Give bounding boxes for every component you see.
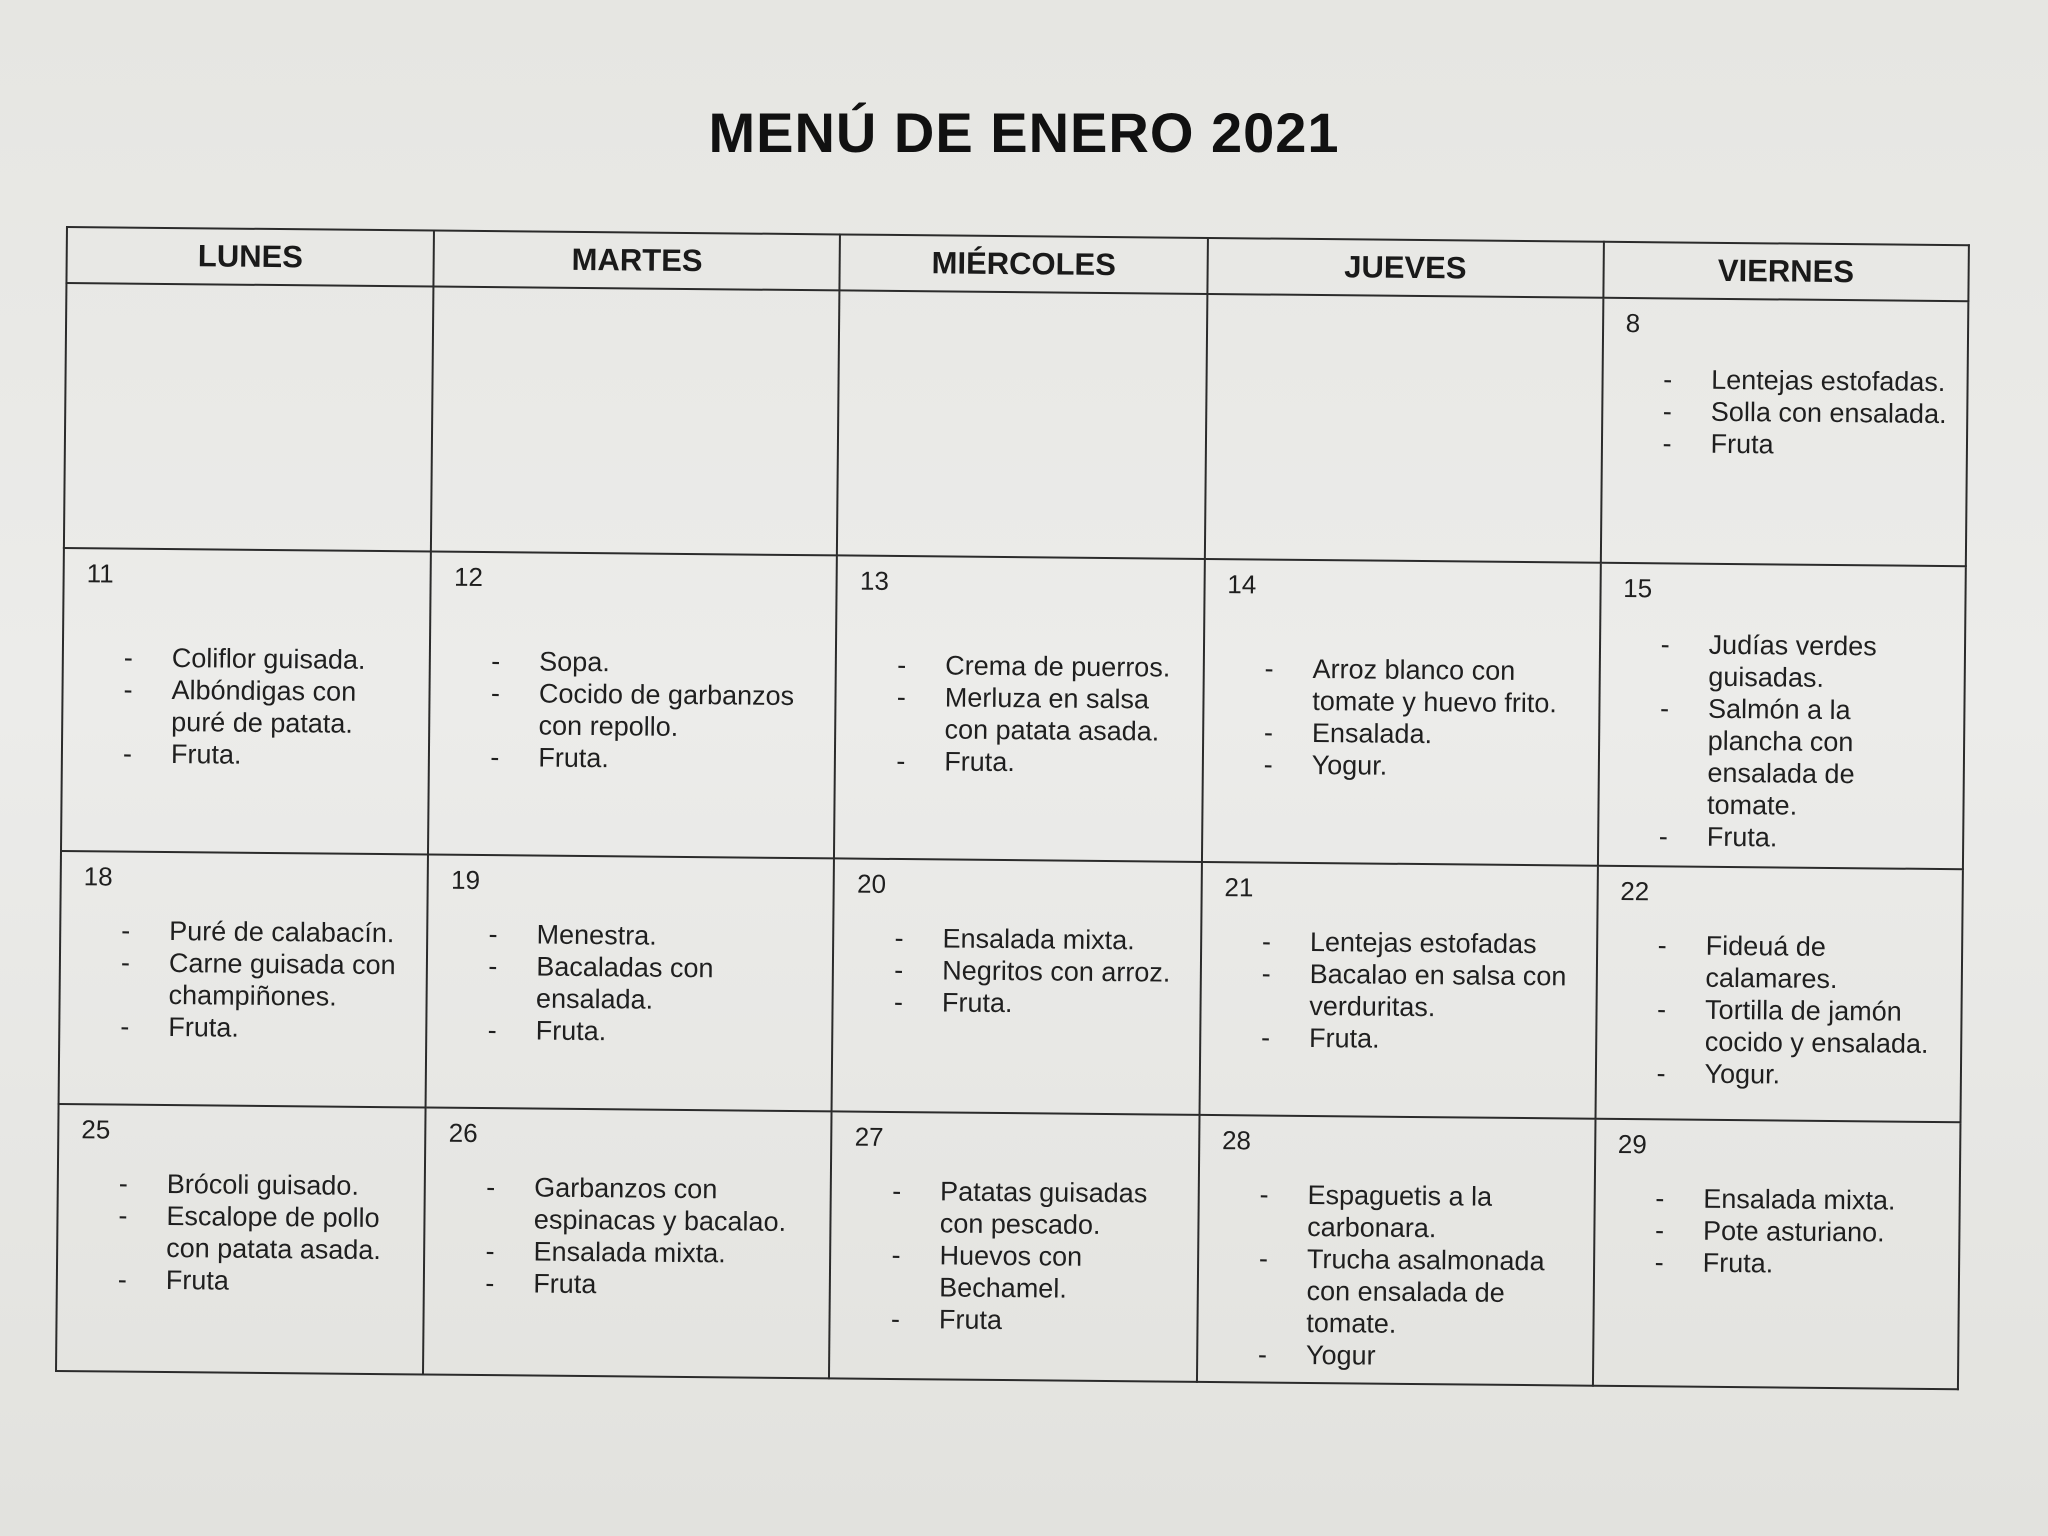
dish-item <box>490 677 821 744</box>
day-cell-thursday <box>1199 862 1597 1119</box>
bullet-dash: - <box>117 1264 128 1295</box>
bullet-dash: - <box>490 742 500 773</box>
day-number: 11 <box>86 558 114 589</box>
day-cell-friday <box>1593 1119 1961 1389</box>
bullet-dash: - <box>896 745 906 777</box>
dish-text: Fruta. <box>1308 1023 1380 1054</box>
bullet-dash: - <box>120 947 131 978</box>
bullet-dash: - <box>1657 994 1667 1025</box>
dish-text: Coliflor guisada. <box>171 642 366 675</box>
dish-item <box>1657 930 1947 997</box>
bullet-dash: - <box>1257 1339 1268 1370</box>
dish-text: Fruta. <box>170 738 242 770</box>
bullet-dash: - <box>121 915 131 946</box>
bullet-dash: - <box>488 951 498 982</box>
weekday-header-friday: VIERNES <box>1603 242 1969 302</box>
day-number: 21 <box>1224 872 1254 903</box>
bullet-dash: - <box>1654 1247 1664 1278</box>
dish-text: Merluza en salsa con patata asada. <box>944 682 1160 747</box>
dish-item <box>897 649 1189 684</box>
bullet-dash: - <box>1660 629 1670 660</box>
dish-text: Sopa. <box>539 646 610 678</box>
bullet-dash: - <box>1654 1215 1665 1246</box>
dish-item <box>891 1239 1183 1306</box>
day-number: 15 <box>1623 572 1653 604</box>
dish-item <box>121 915 413 950</box>
dish-item <box>118 1264 410 1299</box>
bullet-dash: - <box>118 1200 128 1231</box>
dish-item <box>1663 363 1953 398</box>
dish-item <box>894 986 1186 1021</box>
day-cell-tuesday <box>423 1108 832 1379</box>
bullet-dash: - <box>486 1172 496 1203</box>
dish-text: Solla con ensalada. <box>1710 396 1947 430</box>
day-cell-wednesday <box>837 290 1207 558</box>
dish-item <box>894 922 1186 957</box>
dish-item <box>120 1011 412 1046</box>
bullet-dash: - <box>1264 653 1274 684</box>
bullet-dash: - <box>487 1015 497 1046</box>
bullet-dash: - <box>485 1268 495 1299</box>
page-title: MENÚ DE ENERO 2021 <box>708 101 1340 164</box>
dish-text: Fruta. <box>1706 821 1778 853</box>
dish-text: Huevos con Bechamel. <box>939 1240 1083 1304</box>
day-number: 20 <box>856 868 887 900</box>
day-cell-tuesday <box>426 855 834 1112</box>
day-cell-thursday <box>1197 1115 1595 1386</box>
dish-item <box>1655 1182 1945 1217</box>
bullet-dash: - <box>891 1240 901 1271</box>
dish-text: Carne guisada con champiñones. <box>168 948 396 1012</box>
dish-item <box>485 1267 815 1302</box>
day-number: 8 <box>1625 307 1641 339</box>
dish-item <box>1261 958 1581 1025</box>
dish-text: Fruta. <box>168 1012 239 1043</box>
weekday-header-wednesday: MIÉRCOLES <box>840 234 1208 294</box>
bullet-dash: - <box>1655 1183 1665 1214</box>
dish-item <box>123 737 415 772</box>
dish-list <box>901 292 1192 295</box>
dish-item <box>488 950 819 1017</box>
dish-text: Fideuá de calamares. <box>1705 931 1838 995</box>
dish-text: Yogur <box>1305 1340 1376 1371</box>
bullet-dash: - <box>1659 693 1670 724</box>
day-cell-wednesday <box>834 555 1204 862</box>
dish-item <box>488 1014 818 1049</box>
day-number: 18 <box>83 861 113 892</box>
dish-list <box>1656 930 1947 1093</box>
dish-text: Ensalada. <box>1311 717 1433 750</box>
day-cell-friday <box>1600 298 1968 566</box>
dish-list <box>127 285 418 288</box>
dish-text: Fruta <box>533 1268 597 1300</box>
dish-text: Puré de calabacín. <box>169 916 395 949</box>
dish-text: Lentejas estofadas <box>1309 927 1537 960</box>
bullet-dash: - <box>1656 1058 1666 1089</box>
dish-text: Ensalada mixta. <box>1703 1183 1896 1216</box>
day-number: 26 <box>448 1117 478 1149</box>
dish-list <box>118 1168 411 1299</box>
dish-item <box>1258 1243 1579 1342</box>
day-cell-monday <box>61 548 431 855</box>
bullet-dash: - <box>488 919 498 950</box>
bullet-dash: - <box>890 1304 901 1335</box>
dish-text: Fruta. <box>941 987 1013 1019</box>
dish-item <box>892 1175 1184 1242</box>
dish-list <box>123 641 416 772</box>
bullet-dash: - <box>118 1168 128 1199</box>
bullet-dash: - <box>1663 364 1673 395</box>
day-number: 27 <box>854 1121 884 1152</box>
weekday-header-monday: LUNES <box>66 227 434 287</box>
dish-item <box>891 1303 1183 1338</box>
day-cell-friday <box>1598 563 1966 870</box>
dish-text: Trucha asalmonada con ensalada de tomate. <box>1306 1244 1545 1339</box>
dish-text: Negritos con arroz. <box>942 955 1171 988</box>
day-number: 12 <box>453 561 484 592</box>
menu-calendar <box>55 226 1970 1390</box>
dish-item <box>1659 820 1949 855</box>
dish-text: Judías verdes guisadas. <box>1708 629 1877 693</box>
dish-item <box>490 741 820 776</box>
dish-list <box>1258 1179 1580 1374</box>
dish-text: Patatas guisadas con pescado. <box>939 1176 1148 1241</box>
dish-list <box>490 645 821 776</box>
dish-item <box>894 954 1186 989</box>
bullet-dash: - <box>485 1236 495 1267</box>
dish-list <box>485 1171 816 1302</box>
dish-text: Yogur. <box>1311 749 1388 781</box>
dish-list <box>1655 1182 1945 1281</box>
day-number: 14 <box>1227 569 1257 600</box>
dish-item <box>1663 395 1953 430</box>
bullet-dash: - <box>1662 396 1673 427</box>
dish-list <box>1261 926 1582 1057</box>
dish-text: Fruta. <box>535 1015 607 1047</box>
dish-item <box>1258 1339 1578 1374</box>
weekday-header-tuesday: MARTES <box>434 231 840 291</box>
bullet-dash: - <box>491 646 501 677</box>
day-number: 28 <box>1221 1125 1252 1156</box>
dish-item <box>123 673 415 740</box>
bullet-dash: - <box>490 678 501 709</box>
dish-text: Menestra. <box>536 919 657 951</box>
dish-text: Garbanzos con espinacas y bacalao. <box>533 1172 787 1238</box>
bullet-dash: - <box>894 955 904 986</box>
dish-text: Bacalao en salsa con verduritas. <box>1309 959 1567 1023</box>
dish-text: Crema de puerros. <box>945 650 1171 683</box>
dish-item <box>491 645 821 680</box>
dish-item <box>896 745 1188 780</box>
dish-text: Fruta <box>1710 428 1774 460</box>
dish-item <box>485 1235 815 1270</box>
dish-list <box>894 922 1186 1021</box>
day-cell-tuesday <box>431 287 839 556</box>
dish-text: Fruta. <box>1702 1247 1774 1279</box>
day-cell-wednesday <box>829 1111 1199 1381</box>
bullet-dash: - <box>122 738 133 769</box>
day-cell-thursday <box>1202 559 1601 866</box>
dish-item <box>1660 628 1950 695</box>
day-number: 29 <box>1617 1128 1647 1160</box>
dish-text: Ensalada mixta. <box>942 923 1135 956</box>
bullet-dash: - <box>123 642 134 673</box>
dish-text: Salmón a la plancha con ensalada de tomate. <box>1706 693 1855 821</box>
dish-item <box>120 947 412 1014</box>
dish-list <box>488 918 819 1049</box>
bullet-dash: - <box>123 674 133 705</box>
bullet-dash: - <box>1263 717 1274 748</box>
dish-text: Fruta <box>938 1304 1003 1336</box>
dish-item <box>1655 1246 1945 1281</box>
dish-item <box>1659 692 1950 823</box>
bullet-dash: - <box>1662 428 1672 459</box>
week-row <box>61 548 1966 870</box>
bullet-dash: - <box>120 1011 130 1042</box>
dish-list <box>120 915 413 1046</box>
dish-text: Pote asturiano. <box>1702 1215 1885 1248</box>
dish-item <box>1264 716 1584 751</box>
week-row <box>59 851 1963 1122</box>
dish-item <box>1259 1179 1579 1246</box>
bullet-dash: - <box>1658 821 1668 852</box>
dish-item <box>1264 748 1584 783</box>
dish-text: Escalope de pollo con patata asada. <box>166 1201 381 1266</box>
dish-item <box>118 1200 410 1267</box>
day-cell-monday <box>56 1104 426 1374</box>
bullet-dash: - <box>1261 958 1271 989</box>
bullet-dash: - <box>896 681 907 713</box>
dish-item <box>124 641 416 676</box>
dish-item <box>119 1168 411 1203</box>
bullet-dash: - <box>1260 1022 1271 1053</box>
dish-text: Albóndigas con puré de patata. <box>171 674 357 739</box>
dish-text: Brócoli guisado. <box>166 1169 360 1201</box>
dish-item <box>1655 1214 1945 1249</box>
dish-text: Fruta. <box>944 746 1015 778</box>
day-number: 22 <box>1620 876 1650 907</box>
dish-list <box>1662 363 1952 462</box>
week-row <box>56 1104 1960 1389</box>
dish-list <box>896 649 1189 780</box>
dish-text: Tortilla de jamón cocido y ensalada. <box>1704 995 1929 1060</box>
dish-list <box>1264 652 1585 783</box>
bullet-dash: - <box>1259 1179 1269 1210</box>
dish-list <box>891 1175 1184 1338</box>
bullet-dash: - <box>1657 930 1667 961</box>
dish-item <box>1656 1058 1946 1093</box>
dish-item <box>1261 1022 1581 1057</box>
day-cell-thursday <box>1205 294 1603 563</box>
bullet-dash: - <box>892 1176 902 1207</box>
dish-item <box>486 1171 817 1238</box>
dish-item <box>1264 652 1584 719</box>
dish-text: Arroz blanco con tomate y huevo frito. <box>1312 653 1558 719</box>
dish-text: Bacaladas con ensalada. <box>535 951 714 1015</box>
dish-item <box>896 681 1188 748</box>
week-row <box>64 283 1968 566</box>
day-number: 25 <box>81 1114 111 1145</box>
dish-list <box>1659 628 1951 855</box>
day-cell-friday <box>1595 866 1963 1122</box>
day-number: 19 <box>451 864 481 896</box>
dish-item <box>1662 427 1952 462</box>
bullet-dash: - <box>894 923 904 954</box>
dish-text: Lentejas estofadas. <box>1711 364 1946 398</box>
weekday-header-thursday: JUEVES <box>1207 238 1603 298</box>
bullet-dash: - <box>893 987 904 1018</box>
day-cell-tuesday <box>428 551 837 858</box>
bullet-dash: - <box>1263 749 1273 780</box>
dish-text: Yogur. <box>1704 1059 1781 1090</box>
dish-item <box>1657 994 1947 1061</box>
dish-item <box>488 918 818 953</box>
day-cell-wednesday <box>832 859 1202 1115</box>
calendar-body <box>56 283 1968 1389</box>
day-number: 13 <box>859 565 890 596</box>
dish-text: Ensalada mixta. <box>533 1236 726 1269</box>
bullet-dash: - <box>1261 926 1272 957</box>
dish-text: Fruta <box>165 1265 230 1296</box>
dish-text: Fruta. <box>538 742 609 774</box>
day-cell-monday <box>59 851 429 1107</box>
dish-text: Cocido de garbanzos con repollo. <box>538 678 795 742</box>
dish-item <box>1262 926 1582 961</box>
bullet-dash: - <box>1258 1243 1269 1274</box>
day-cell-monday <box>64 283 434 551</box>
bullet-dash: - <box>897 649 907 681</box>
dish-text: Espaguetis a la carbonara. <box>1307 1180 1493 1244</box>
